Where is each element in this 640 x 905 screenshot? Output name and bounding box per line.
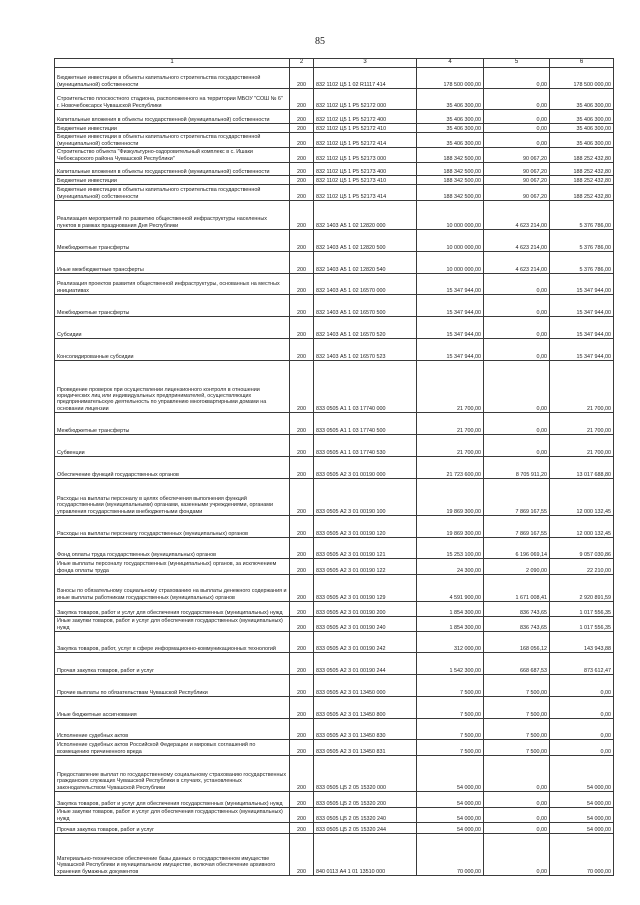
row-approved-amount-cell: 21 700,00 (417, 361, 484, 413)
row-admin-code-cell: 200 (290, 295, 314, 317)
row-executed-amount-cell: 0,00 (484, 792, 550, 808)
row-approved-amount-cell: 10 000 000,00 (417, 201, 484, 230)
row-admin-code-cell: 200 (290, 274, 314, 295)
row-unexecuted-amount-cell: 1 017 556,35 (550, 617, 614, 632)
row-name-cell: Бюджетные инвестиции в объекты капитального строительства государственной (муниципальной) собственности (55, 133, 290, 148)
row-admin-code-cell: 200 (290, 457, 314, 479)
row-approved-amount-cell: 188 342 500,00 (417, 163, 484, 176)
table-row (55, 148, 614, 163)
table-row (55, 697, 614, 719)
row-name-cell: Иные бюджетные ассигнования (55, 697, 290, 719)
row-budget-code-cell: 833 0505 А2 3 01 13450 831 (314, 740, 417, 756)
row-name-cell: Фонд оплаты труда государственных (муниципальных) органов (55, 538, 290, 559)
row-budget-code-cell: 833 0505 А2 3 01 00190 200 (314, 602, 417, 617)
row-name-cell: Иные выплаты персоналу государственных (муниципальных) органов, за исключением фонда оплаты труда (55, 559, 290, 575)
row-executed-amount-cell: 0,00 (484, 317, 550, 339)
row-approved-amount-cell: 35 406 300,00 (417, 89, 484, 110)
row-approved-amount-cell: 21 700,00 (417, 435, 484, 457)
row-admin-code-cell: 200 (290, 834, 314, 876)
row-unexecuted-amount-cell: 21 700,00 (550, 361, 614, 413)
row-approved-amount-cell: 188 342 500,00 (417, 185, 484, 201)
row-unexecuted-amount-cell: 15 347 944,00 (550, 295, 614, 317)
row-admin-code-cell: 200 (290, 148, 314, 163)
row-executed-amount-cell: 1 671 008,41 (484, 575, 550, 602)
row-admin-code-cell: 200 (290, 575, 314, 602)
row-approved-amount-cell: 15 253 100,00 (417, 538, 484, 559)
row-admin-code-cell: 200 (290, 653, 314, 675)
row-budget-code-cell: 832 1403 А5 1 02 16570 523 (314, 339, 417, 361)
row-name-cell: Обеспечение функций государственных органов (55, 457, 290, 479)
row-executed-amount-cell: 836 743,65 (484, 617, 550, 632)
row-admin-code-cell: 200 (290, 163, 314, 176)
row-unexecuted-amount-cell: 35 406 300,00 (550, 89, 614, 110)
row-admin-code-cell: 200 (290, 602, 314, 617)
table-row (55, 339, 614, 361)
row-approved-amount-cell: 21 723 600,00 (417, 457, 484, 479)
row-unexecuted-amount-cell: 188 252 432,80 (550, 163, 614, 176)
table-row (55, 808, 614, 823)
column-header: 2 (290, 59, 314, 68)
row-budget-code-cell: 833 0505 Ц5 2 05 15320 240 (314, 808, 417, 823)
row-approved-amount-cell: 21 700,00 (417, 413, 484, 435)
row-approved-amount-cell: 7 500,00 (417, 697, 484, 719)
row-approved-amount-cell: 54 000,00 (417, 756, 484, 792)
row-executed-amount-cell: 0,00 (484, 435, 550, 457)
row-name-cell: Расходы на выплаты персоналу государственных (муниципальных) органов (55, 516, 290, 538)
row-unexecuted-amount-cell: 2 920 891,59 (550, 575, 614, 602)
table-row (55, 479, 614, 516)
row-executed-amount-cell: 0,00 (484, 124, 550, 133)
table-row (55, 252, 614, 274)
row-name-cell: Закупка товаров, работ и услуг для обеспечения государственных (муниципальных) нужд (55, 792, 290, 808)
row-name-cell: Расходы на выплаты персоналу в целях обеспечения выполнения функций государственными (муниципальными) органами, казенными учреждениями, органами управления государственными внебюджетными фондами (55, 479, 290, 516)
row-name-cell: Прочие выплаты по обязательствам Чувашской Республики (55, 675, 290, 697)
table-row (55, 110, 614, 124)
row-approved-amount-cell: 19 869 300,00 (417, 479, 484, 516)
row-budget-code-cell: 832 1102 Ц5 1 P5 52173 410 (314, 176, 417, 185)
table-row (55, 201, 614, 230)
row-approved-amount-cell: 19 869 300,00 (417, 516, 484, 538)
row-budget-code-cell: 833 0505 А1 1 03 17740 500 (314, 413, 417, 435)
row-admin-code-cell: 200 (290, 413, 314, 435)
row-unexecuted-amount-cell: 0,00 (550, 719, 614, 740)
row-approved-amount-cell: 188 342 500,00 (417, 148, 484, 163)
row-executed-amount-cell: 0,00 (484, 68, 550, 89)
row-budget-code-cell: 833 0505 Ц5 2 05 15320 200 (314, 792, 417, 808)
row-budget-code-cell: 833 0505 А2 3 01 13450 000 (314, 675, 417, 697)
row-executed-amount-cell: 0,00 (484, 274, 550, 295)
row-unexecuted-amount-cell: 9 057 030,86 (550, 538, 614, 559)
row-executed-amount-cell: 836 743,65 (484, 602, 550, 617)
row-unexecuted-amount-cell: 143 943,88 (550, 632, 614, 653)
table-row (55, 653, 614, 675)
row-approved-amount-cell: 15 347 944,00 (417, 295, 484, 317)
row-unexecuted-amount-cell: 188 252 432,80 (550, 148, 614, 163)
row-unexecuted-amount-cell: 13 017 688,80 (550, 457, 614, 479)
row-budget-code-cell: 833 0505 А2 3 01 00190 122 (314, 559, 417, 575)
row-unexecuted-amount-cell: 12 000 132,45 (550, 479, 614, 516)
row-name-cell: Межбюджетные трансферты (55, 230, 290, 252)
row-approved-amount-cell: 7 500,00 (417, 675, 484, 697)
row-approved-amount-cell: 35 406 300,00 (417, 124, 484, 133)
table-row (55, 575, 614, 602)
row-name-cell: Реализация проектов развития общественной инфраструктуры, основанных на местных инициативах (55, 274, 290, 295)
row-unexecuted-amount-cell: 873 612,47 (550, 653, 614, 675)
row-admin-code-cell: 200 (290, 89, 314, 110)
row-executed-amount-cell: 168 056,12 (484, 632, 550, 653)
row-budget-code-cell: 832 1102 Ц5 1 P5 52172 400 (314, 110, 417, 124)
row-admin-code-cell: 200 (290, 792, 314, 808)
row-unexecuted-amount-cell: 35 406 300,00 (550, 110, 614, 124)
row-approved-amount-cell: 15 347 944,00 (417, 317, 484, 339)
row-unexecuted-amount-cell: 0,00 (550, 740, 614, 756)
row-executed-amount-cell: 90 067,20 (484, 148, 550, 163)
row-admin-code-cell: 200 (290, 361, 314, 413)
row-name-cell: Исполнение судебных актов Российской Федерации и мировых соглашений по возмещению причиненного вреда (55, 740, 290, 756)
row-admin-code-cell: 200 (290, 538, 314, 559)
row-admin-code-cell: 200 (290, 632, 314, 653)
row-admin-code-cell: 200 (290, 719, 314, 740)
row-admin-code-cell: 200 (290, 252, 314, 274)
row-approved-amount-cell: 1 542 300,00 (417, 653, 484, 675)
row-admin-code-cell: 200 (290, 435, 314, 457)
table-row (55, 740, 614, 756)
table-row (55, 361, 614, 413)
row-budget-code-cell: 833 0505 А1 1 03 17740 000 (314, 361, 417, 413)
row-executed-amount-cell: 0,00 (484, 89, 550, 110)
row-unexecuted-amount-cell: 12 000 132,45 (550, 516, 614, 538)
table-row (55, 317, 614, 339)
row-executed-amount-cell: 0,00 (484, 339, 550, 361)
table-row (55, 435, 614, 457)
row-name-cell: Материально-техническое обеспечение базы данных о государственном имуществе Чувашской Республики и муниципальном имуществе, включая обеспечение архивного хранения бумажных документов (55, 834, 290, 876)
table-row (55, 516, 614, 538)
row-budget-code-cell: 833 0505 А2 3 01 00190 240 (314, 617, 417, 632)
row-budget-code-cell: 833 0505 А2 3 01 00190 120 (314, 516, 417, 538)
row-executed-amount-cell: 0,00 (484, 133, 550, 148)
row-unexecuted-amount-cell: 21 700,00 (550, 435, 614, 457)
row-executed-amount-cell: 0,00 (484, 110, 550, 124)
row-approved-amount-cell: 54 000,00 (417, 808, 484, 823)
row-name-cell: Строительство плоскостного стадиона, расположенного на территории МБОУ "СОШ № 6" г. Новочебоксарск Чувашской Республики (55, 89, 290, 110)
row-budget-code-cell: 833 0505 А1 1 03 17740 530 (314, 435, 417, 457)
row-admin-code-cell: 200 (290, 808, 314, 823)
row-unexecuted-amount-cell: 15 347 944,00 (550, 317, 614, 339)
row-budget-code-cell: 832 1403 А5 1 02 12820 000 (314, 201, 417, 230)
row-executed-amount-cell: 8 705 911,20 (484, 457, 550, 479)
row-budget-code-cell: 832 1403 А5 1 02 12820 540 (314, 252, 417, 274)
row-budget-code-cell: 833 0505 А2 3 01 00190 000 (314, 457, 417, 479)
row-admin-code-cell: 200 (290, 756, 314, 792)
row-approved-amount-cell: 35 406 300,00 (417, 110, 484, 124)
table-row (55, 230, 614, 252)
row-name-cell: Межбюджетные трансферты (55, 295, 290, 317)
row-name-cell: Иные закупки товаров, работ и услуг для обеспечения государственных (муниципальных) нужд (55, 617, 290, 632)
row-name-cell: Капитальные вложения в объекты государственной (муниципальной) собственности (55, 110, 290, 124)
table-row (55, 823, 614, 834)
row-unexecuted-amount-cell: 70 000,00 (550, 834, 614, 876)
row-name-cell: Строительство объекта "Физкультурно-оздоровительный комплекс в с. Ишаки Чебоксарского района Чувашской Республики" (55, 148, 290, 163)
row-executed-amount-cell: 7 500,00 (484, 740, 550, 756)
row-name-cell: Бюджетные инвестиции в объекты капитального строительства государственной (муниципальной) собственности (55, 68, 290, 89)
row-executed-amount-cell: 4 623 214,00 (484, 252, 550, 274)
table-row (55, 89, 614, 110)
row-name-cell: Закупка товаров, работ и услуг для обеспечения государственных (муниципальных) нужд (55, 602, 290, 617)
row-approved-amount-cell: 10 000 000,00 (417, 230, 484, 252)
column-header: 6 (550, 59, 614, 68)
row-admin-code-cell: 200 (290, 617, 314, 632)
row-budget-code-cell: 832 1102 Ц5 1 P5 52173 400 (314, 163, 417, 176)
row-executed-amount-cell: 2 090,00 (484, 559, 550, 575)
row-name-cell: Прочая закупка товаров, работ и услуг (55, 653, 290, 675)
row-approved-amount-cell: 10 000 000,00 (417, 252, 484, 274)
row-budget-code-cell: 832 1403 А5 1 02 16570 500 (314, 295, 417, 317)
row-executed-amount-cell: 0,00 (484, 756, 550, 792)
row-executed-amount-cell: 4 623 214,00 (484, 230, 550, 252)
row-budget-code-cell: 832 1403 А5 1 02 12820 500 (314, 230, 417, 252)
row-budget-code-cell: 833 0505 Ц5 2 05 15320 244 (314, 823, 417, 834)
table-row (55, 834, 614, 876)
table-row (55, 133, 614, 148)
table-row (55, 274, 614, 295)
row-unexecuted-amount-cell: 54 000,00 (550, 808, 614, 823)
row-name-cell: Бюджетные инвестиции (55, 176, 290, 185)
table-row (55, 68, 614, 89)
row-budget-code-cell: 832 1102 Ц5 1 02 R1117 414 (314, 68, 417, 89)
row-name-cell: Исполнение судебных актов (55, 719, 290, 740)
row-unexecuted-amount-cell: 178 500 000,00 (550, 68, 614, 89)
table-row (55, 675, 614, 697)
row-budget-code-cell: 832 1102 Ц5 1 P5 52173 000 (314, 148, 417, 163)
row-name-cell: Реализация мероприятий по развитию общественной инфраструктуры населенных пунктов в рамках празднования Дня Республики (55, 201, 290, 230)
row-approved-amount-cell: 7 500,00 (417, 740, 484, 756)
row-approved-amount-cell: 54 000,00 (417, 792, 484, 808)
table-row (55, 756, 614, 792)
row-admin-code-cell: 200 (290, 740, 314, 756)
row-name-cell: Иные закупки товаров, работ и услуг для обеспечения государственных (муниципальных) нужд (55, 808, 290, 823)
row-admin-code-cell: 200 (290, 68, 314, 89)
row-unexecuted-amount-cell: 15 347 944,00 (550, 339, 614, 361)
row-admin-code-cell: 200 (290, 479, 314, 516)
row-executed-amount-cell: 7 869 167,55 (484, 479, 550, 516)
row-approved-amount-cell: 35 406 300,00 (417, 133, 484, 148)
row-approved-amount-cell: 188 342 500,00 (417, 176, 484, 185)
row-admin-code-cell: 200 (290, 110, 314, 124)
row-unexecuted-amount-cell: 188 252 432,80 (550, 185, 614, 201)
row-executed-amount-cell: 90 067,20 (484, 176, 550, 185)
row-admin-code-cell: 200 (290, 516, 314, 538)
row-approved-amount-cell: 7 500,00 (417, 719, 484, 740)
column-header: 4 (417, 59, 484, 68)
row-name-cell: Бюджетные инвестиции в объекты капитального строительства государственной (муниципальной) собственности (55, 185, 290, 201)
row-executed-amount-cell: 90 067,20 (484, 163, 550, 176)
row-executed-amount-cell: 0,00 (484, 808, 550, 823)
row-budget-code-cell: 833 0505 А2 3 01 00190 242 (314, 632, 417, 653)
row-budget-code-cell: 833 0505 А2 3 01 00190 129 (314, 575, 417, 602)
table-row (55, 559, 614, 575)
row-executed-amount-cell: 7 500,00 (484, 697, 550, 719)
row-admin-code-cell: 200 (290, 697, 314, 719)
row-executed-amount-cell: 7 500,00 (484, 719, 550, 740)
row-name-cell: Взносы по обязательному социальному страхованию на выплаты денежного содержания и иные выплаты работникам государственных (муниципальных) органов (55, 575, 290, 602)
row-name-cell: Прочая закупка товаров, работ и услуг (55, 823, 290, 834)
table-row (55, 602, 614, 617)
row-name-cell: Консолидированные субсидии (55, 339, 290, 361)
row-unexecuted-amount-cell: 22 210,00 (550, 559, 614, 575)
row-name-cell: Капитальные вложения в объекты государственной (муниципальной) собственности (55, 163, 290, 176)
table-row (55, 792, 614, 808)
row-admin-code-cell: 200 (290, 124, 314, 133)
row-budget-code-cell: 832 1102 Ц5 1 P5 52172 410 (314, 124, 417, 133)
row-budget-code-cell: 832 1102 Ц5 1 P5 52173 414 (314, 185, 417, 201)
row-unexecuted-amount-cell: 5 376 786,00 (550, 201, 614, 230)
table-row (55, 176, 614, 185)
row-approved-amount-cell: 15 347 944,00 (417, 274, 484, 295)
row-unexecuted-amount-cell: 15 347 944,00 (550, 274, 614, 295)
row-unexecuted-amount-cell: 35 406 300,00 (550, 133, 614, 148)
row-unexecuted-amount-cell: 0,00 (550, 675, 614, 697)
row-unexecuted-amount-cell: 5 376 786,00 (550, 252, 614, 274)
row-unexecuted-amount-cell: 5 376 786,00 (550, 230, 614, 252)
row-approved-amount-cell: 312 000,00 (417, 632, 484, 653)
row-executed-amount-cell: 0,00 (484, 295, 550, 317)
row-budget-code-cell: 833 0505 А2 3 01 00190 244 (314, 653, 417, 675)
row-unexecuted-amount-cell: 54 000,00 (550, 756, 614, 792)
row-approved-amount-cell: 15 347 944,00 (417, 339, 484, 361)
table-row (55, 124, 614, 133)
budget-execution-table (54, 58, 614, 876)
row-name-cell: Иные межбюджетные трансферты (55, 252, 290, 274)
row-admin-code-cell: 200 (290, 823, 314, 834)
row-executed-amount-cell: 90 067,20 (484, 185, 550, 201)
row-approved-amount-cell: 178 500 000,00 (417, 68, 484, 89)
row-executed-amount-cell: 0,00 (484, 823, 550, 834)
row-budget-code-cell: 832 1403 А5 1 02 16570 520 (314, 317, 417, 339)
row-budget-code-cell: 832 1403 А5 1 02 16570 000 (314, 274, 417, 295)
row-name-cell: Субсидии (55, 317, 290, 339)
column-header: 5 (484, 59, 550, 68)
row-name-cell: Закупка товаров, работ, услуг в сфере информационно-коммуникационных технологий (55, 632, 290, 653)
row-admin-code-cell: 200 (290, 559, 314, 575)
table-row (55, 413, 614, 435)
row-approved-amount-cell: 4 591 900,00 (417, 575, 484, 602)
row-budget-code-cell: 832 1102 Ц5 1 P5 52172 000 (314, 89, 417, 110)
row-name-cell: Предоставление выплат по государственному социальному страхованию государственных гражданских служащих Чувашской Республики в случаях, установленных законодательством Чувашской Республики (55, 756, 290, 792)
row-unexecuted-amount-cell: 35 406 300,00 (550, 124, 614, 133)
row-budget-code-cell: 833 0505 А2 3 01 13450 800 (314, 697, 417, 719)
row-name-cell: Проведение проверок при осуществлении лицензионного контроля в отношении юридических лиц или индивидуальных предпринимателей, осуществляющих предпринимательскую деятельность по управлению многоквартирными домами на основании лицензии (55, 361, 290, 413)
row-approved-amount-cell: 24 300,00 (417, 559, 484, 575)
row-admin-code-cell: 200 (290, 176, 314, 185)
row-budget-code-cell: 840 0113 А4 1 01 13510 000 (314, 834, 417, 876)
row-executed-amount-cell: 668 687,53 (484, 653, 550, 675)
row-admin-code-cell: 200 (290, 317, 314, 339)
row-budget-code-cell: 833 0505 А2 3 01 00190 100 (314, 479, 417, 516)
row-budget-code-cell: 833 0505 А2 3 01 00190 121 (314, 538, 417, 559)
row-unexecuted-amount-cell: 54 000,00 (550, 792, 614, 808)
column-header: 3 (314, 59, 417, 68)
table-row (55, 295, 614, 317)
row-admin-code-cell: 200 (290, 675, 314, 697)
table-row (55, 632, 614, 653)
row-executed-amount-cell: 4 623 214,00 (484, 201, 550, 230)
row-name-cell: Бюджетные инвестиции (55, 124, 290, 133)
row-approved-amount-cell: 70 000,00 (417, 834, 484, 876)
row-approved-amount-cell: 1 854 300,00 (417, 617, 484, 632)
row-unexecuted-amount-cell: 54 000,00 (550, 823, 614, 834)
row-admin-code-cell: 200 (290, 230, 314, 252)
row-admin-code-cell: 200 (290, 201, 314, 230)
row-admin-code-cell: 200 (290, 339, 314, 361)
row-executed-amount-cell: 6 196 069,14 (484, 538, 550, 559)
table-row (55, 457, 614, 479)
row-executed-amount-cell: 0,00 (484, 834, 550, 876)
row-budget-code-cell: 833 0505 А2 3 01 13450 830 (314, 719, 417, 740)
row-approved-amount-cell: 1 854 300,00 (417, 602, 484, 617)
row-admin-code-cell: 200 (290, 133, 314, 148)
table-row (55, 538, 614, 559)
row-unexecuted-amount-cell: 21 700,00 (550, 413, 614, 435)
row-name-cell: Субвенции (55, 435, 290, 457)
row-executed-amount-cell: 7 869 167,55 (484, 516, 550, 538)
table-row (55, 617, 614, 632)
row-executed-amount-cell: 0,00 (484, 361, 550, 413)
row-unexecuted-amount-cell: 0,00 (550, 697, 614, 719)
row-executed-amount-cell: 7 500,00 (484, 675, 550, 697)
table-row (55, 163, 614, 176)
row-budget-code-cell: 833 0505 Ц5 2 05 15320 000 (314, 756, 417, 792)
page-number: 85 (315, 36, 325, 47)
row-name-cell: Межбюджетные трансферты (55, 413, 290, 435)
row-unexecuted-amount-cell: 1 017 556,35 (550, 602, 614, 617)
table-row (55, 719, 614, 740)
table-row (55, 185, 614, 201)
row-admin-code-cell: 200 (290, 185, 314, 201)
row-unexecuted-amount-cell: 188 252 432,80 (550, 176, 614, 185)
row-approved-amount-cell: 54 000,00 (417, 823, 484, 834)
row-executed-amount-cell: 0,00 (484, 413, 550, 435)
column-header: 1 (55, 59, 290, 68)
table-header-row (55, 59, 614, 68)
row-budget-code-cell: 832 1102 Ц5 1 P5 52172 414 (314, 133, 417, 148)
